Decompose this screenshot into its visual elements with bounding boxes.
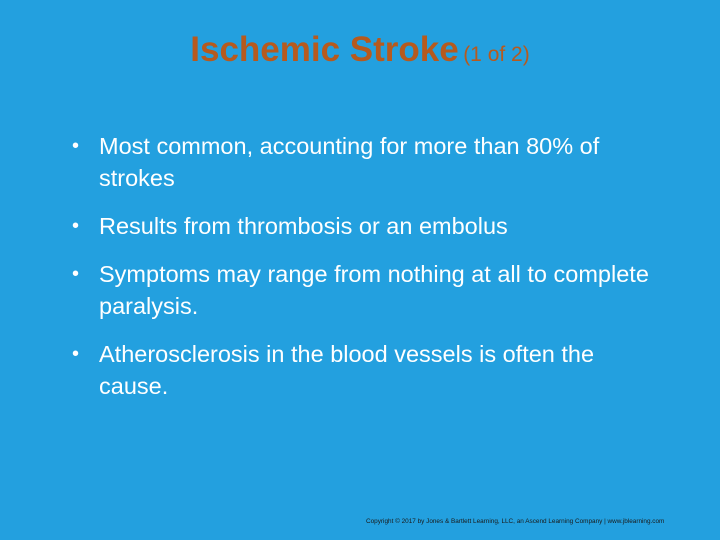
bullet-marker-icon: •: [72, 343, 80, 365]
bullet-item: [72, 130, 662, 194]
bullet-text: Results from thrombosis or an embolus: [99, 213, 508, 239]
bullet-item: [72, 210, 662, 242]
slide-title-subtitle: (1 of 2): [463, 43, 530, 66]
bullet-text: Most common, accounting for more than 80% of strokes: [99, 133, 600, 191]
bullet-marker-icon: •: [72, 135, 80, 157]
copyright-footer: Copyright © 2017 by Jones & Bartlett Learning, LLC, an Ascend Learning Company | www.jblearning.com: [366, 518, 665, 525]
bullet-item: [72, 338, 662, 402]
slide-title: [0, 30, 720, 70]
bullet-marker-icon: •: [72, 263, 80, 285]
bullet-text: Atherosclerosis in the blood vessels is often the cause.: [99, 341, 595, 399]
bullet-list: [72, 130, 662, 418]
bullet-text: Symptoms may range from nothing at all to complete paralysis.: [99, 261, 649, 319]
slide-title-main: Ischemic Stroke: [190, 30, 459, 69]
bullet-marker-icon: •: [72, 215, 80, 237]
bullet-item: [72, 258, 662, 322]
